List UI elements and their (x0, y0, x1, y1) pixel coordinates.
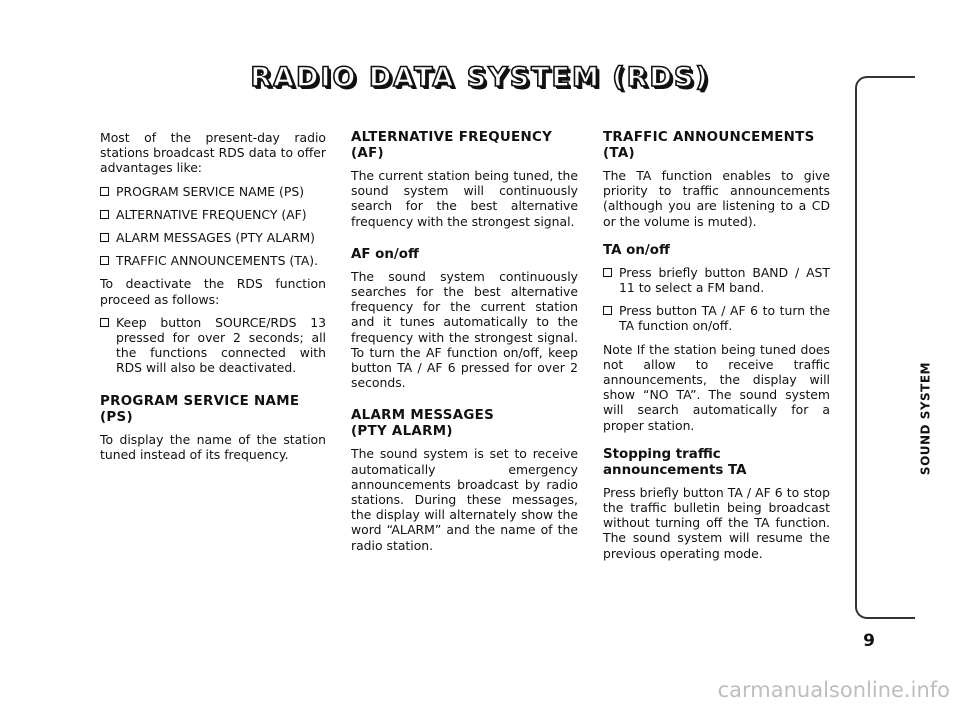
list-item: Press briefly button BAND / AST 11 to select a FM band. (603, 265, 830, 295)
intro-paragraph: Most of the present-day radio stations broadcast RDS data to offer advantages like: (100, 130, 326, 176)
checkbox-bullet-icon (603, 306, 612, 315)
stop-paragraph: Press briefly button TA / AF 6 to stop the traffic bulletin being broadcast without turning off the TA function. The sound system will resume the previous operating mode. (603, 484, 830, 561)
ps-paragraph: To display the name of the station tuned instead of its frequency. (100, 431, 326, 462)
column-left (100, 130, 326, 470)
af-paragraph: The current station being tuned, the sound system will continuously search for the best alternative frequency with the strongest signal. (351, 168, 578, 229)
page-number: 9 (863, 631, 875, 651)
checkbox-bullet-icon (100, 187, 109, 196)
list-item: Press button TA / AF 6 to turn the TA function on/off. (603, 303, 830, 333)
side-tab-border (855, 76, 915, 619)
list-item: PROGRAM SERVICE NAME (PS) (100, 184, 326, 199)
subheading-stop-ta: Stopping traffic announcements TA (603, 446, 747, 478)
section-heading-ta: TRAFFIC ANNOUNCEMENTS (TA) (603, 130, 815, 161)
page-title: RADIO DATA SYSTEM (RDS) (250, 62, 710, 93)
subheading-af-onoff: AF on/off (351, 246, 419, 262)
list-item: ALTERNATIVE FREQUENCY (AF) (100, 207, 326, 222)
af-onoff-paragraph: The sound system continuously searches for the best alternative frequency for the current station and it tunes automatically to the frequency with the strongest signal. To turn the AF function on/off, keep button TA / AF 6 pressed for over 2 seconds. (351, 268, 578, 391)
checkbox-bullet-icon (100, 318, 109, 327)
ta-paragraph: The TA function enables to give priority to traffic announcements (although you are listening to a CD or the volume is muted). (603, 168, 830, 229)
checkbox-bullet-icon (100, 233, 109, 242)
checkbox-bullet-icon (603, 268, 612, 277)
column-middle (351, 130, 578, 561)
section-heading-af: ALTERNATIVE FREQUENCY (AF) (351, 130, 553, 161)
section-heading-alarm: ALARM MESSAGES (PTY ALARM) (351, 408, 495, 440)
note-paragraph: Note If the station being tuned does not allow to receive traffic announcements, the display will show “NO TA”. The sound system will search automatically for a proper station. (603, 341, 830, 433)
subheading-ta-onoff: TA on/off (603, 242, 670, 258)
checkbox-bullet-icon (100, 256, 109, 265)
section-tab-label: SOUND SYSTEM (918, 362, 933, 476)
deactivate-paragraph: To deactivate the RDS function proceed as follows: (100, 276, 326, 307)
watermark: carmanualsonline.info (717, 678, 950, 702)
column-right (603, 130, 830, 569)
list-item: Keep button SOURCE/RDS 13 pressed for over 2 seconds; all the functions connected with RDS will also be deactivated. (100, 315, 326, 376)
section-heading-ps: PROGRAM SERVICE NAME (PS) (100, 393, 300, 425)
checkbox-bullet-icon (100, 210, 109, 219)
alarm-paragraph: The sound system is set to receive automatically emergency announcements broadcast by radio stations. During these messages, the display will alternately show the word “ALARM” and the name of the radio station. (351, 446, 578, 553)
list-item: TRAFFIC ANNOUNCEMENTS (TA). (100, 253, 326, 268)
list-item: ALARM MESSAGES (PTY ALARM) (100, 230, 326, 245)
